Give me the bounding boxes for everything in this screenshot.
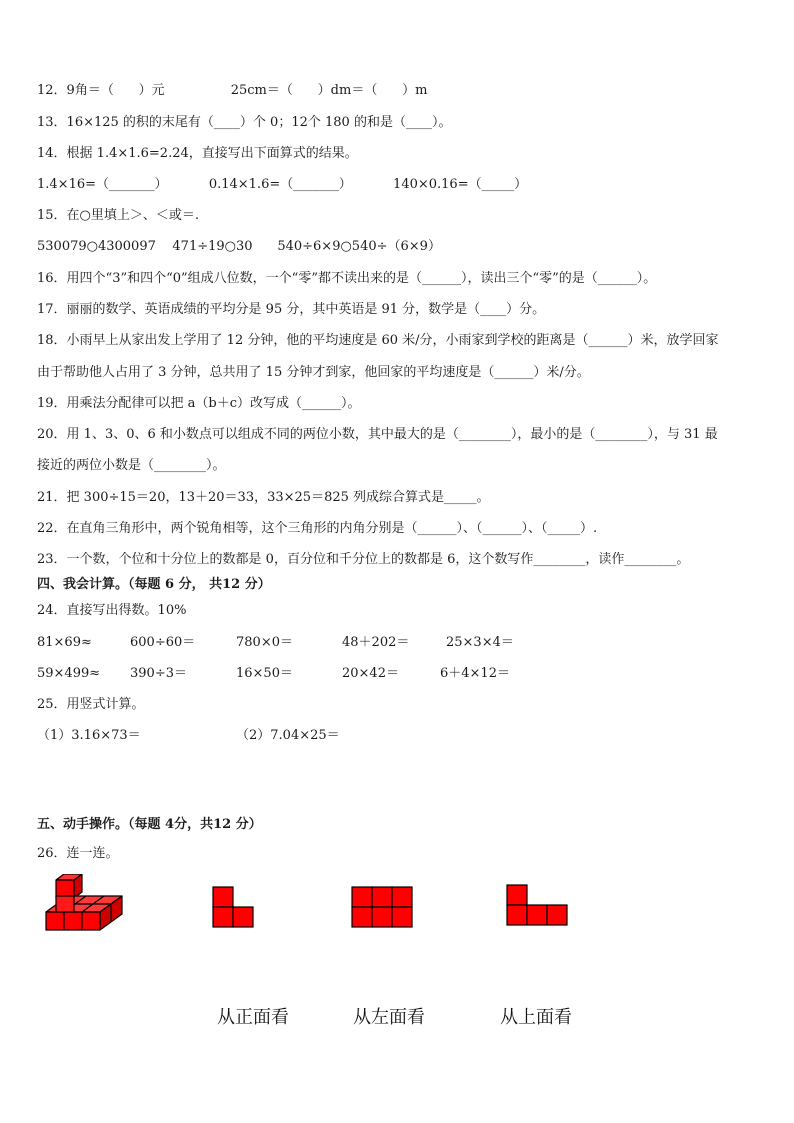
question-17: 17．丽丽的数学、英语成绩的平均分是 95 分，其中英语是 91 分，数学是（____）分。 [37,302,546,317]
calc-row1-item: 48＋202＝ [342,635,410,650]
calc-row2-item: 16×50＝ [236,666,293,681]
section-4-heading: 四、我会计算。（每题 6 分， 共12 分） [37,577,271,592]
question-13: 13．16×125 的积的末尾有（____）个 0；12个 180 的和是（____）。 [37,115,452,130]
caption-left-view: 从左面看 [353,1007,425,1028]
question-14-items: 1.4×16=（_______） 0.14×1.6=（_______） 140×0.16=（_____） [37,177,528,192]
question-23: 23．一个数，个位和十分位上的数都是 0，百分位和千分位上的数都是 6，这个数写作________，读作________。 [37,552,690,567]
calc-row1-item: 81×69≈ [37,635,92,650]
question-12: 12．9角＝（ ）元 25cm＝（ ）dm＝（ ）m [37,83,428,98]
question-24: 24．直接写出得数。10% [37,603,187,618]
left-view-figure [351,886,415,928]
question-26: 26．连一连。 [37,846,119,861]
question-14: 14．根据 1.4×1.6=2.24，直接写出下面算式的结果。 [37,146,358,161]
calc-row1-item: 780×0＝ [236,635,293,650]
calc-row2-item: 6＋4×12＝ [440,666,510,681]
front-view-figure [212,886,256,928]
question-15: 15．在○里填上＞、＜或＝. [37,208,200,223]
question-25: 25．用竖式计算。 [37,697,145,712]
cube-solid-figure [44,874,128,936]
question-19: 19．用乘法分配律可以把 a（b＋c）改写成（______）。 [37,396,361,411]
calc-row1-item: 600÷60＝ [130,635,196,650]
question-22: 22．在直角三角形中，两个锐角相等，这个三角形的内角分别是（______）、（______）、（_____）. [37,521,598,536]
calc-row1-item: 25×3×4＝ [446,635,514,650]
caption-front-view: 从正面看 [217,1007,289,1028]
top-view-figure [506,884,570,928]
question-18-line1: 18．小雨早上从家出发上学用了 12 分钟，他的平均速度是 60 米/分，小雨家到学校的距离是（______）米，放学回家 [37,333,719,348]
question-21: 21．把 300÷15＝20，13＋20＝33，33×25＝825 列成综合算式是_____。 [37,490,490,505]
caption-top-view: 从上面看 [500,1007,572,1028]
calc-row2-item: 59×499≈ [37,666,101,681]
question-25-part-1: （1）3.16×73＝ [37,728,141,743]
question-18-line2: 由于帮助他人占用了 3 分钟，总共用了 15 分钟才到家，他回家的平均速度是（______）米/分。 [37,365,590,380]
calc-row2-item: 390÷3＝ [130,666,187,681]
question-25-part-2: （2）7.04×25＝ [236,728,340,743]
calc-row2-item: 20×42＝ [342,666,399,681]
section-5-heading: 五、动手操作。（每题 4分，共12 分） [37,817,262,832]
question-15-items: 530079○4300097 471÷19○30 540÷6×9○540÷（6×9） [37,239,441,254]
question-20-line1: 20．用 1、3、0、6 和小数点可以组成不同的两位小数，其中最大的是（________），最小的是（________），与 31 最 [37,427,718,442]
question-16: 16．用四个“3”和四个“0”组成八位数，一个“零”都不读出来的是（______），读出三个“零”的是（______）。 [37,271,657,286]
question-20-line2: 接近的两位小数是（________）。 [37,458,226,473]
